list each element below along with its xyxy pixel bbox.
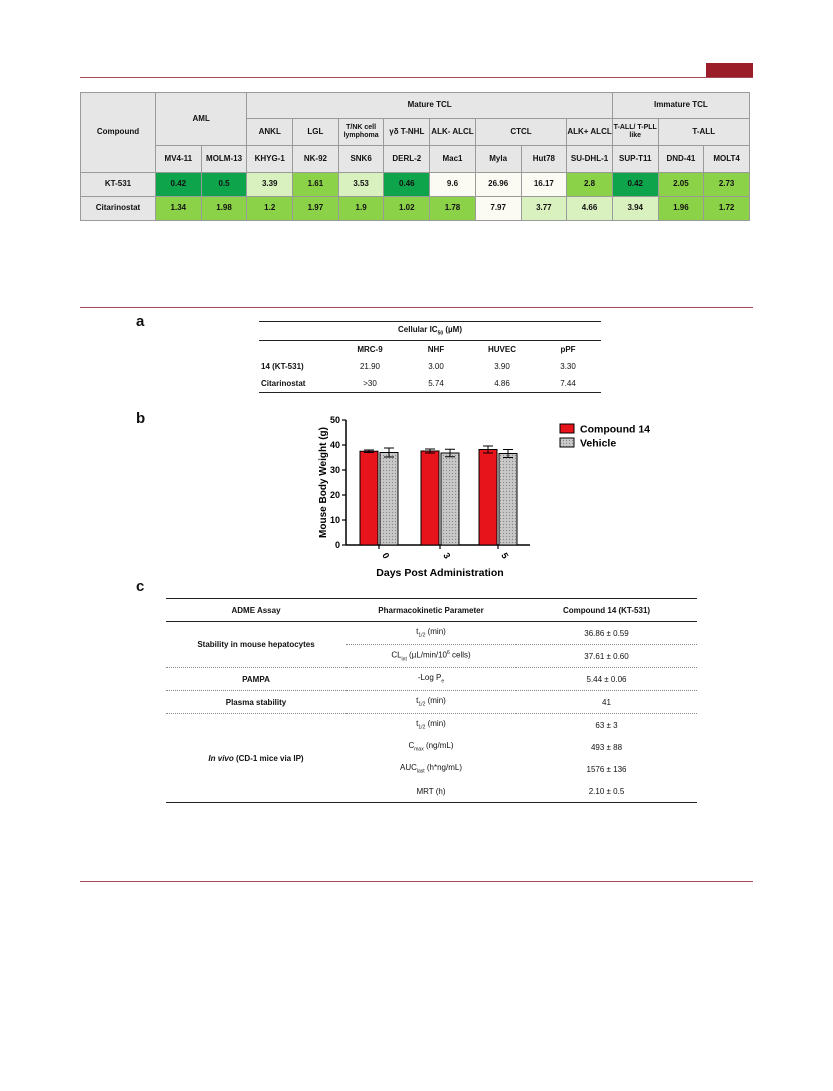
sub-tnk: T/NK cell lymphoma <box>338 119 384 146</box>
value-stab-t-half: 36.86 ± 0.59 <box>516 622 697 645</box>
legend-swatch-vehicle <box>560 438 574 447</box>
x-tick-label: 3 <box>441 551 453 561</box>
ic50-cell: 2.73 <box>704 173 750 197</box>
cell-line-header: SU-DHL-1 <box>567 146 613 173</box>
group-aml: AML <box>156 93 247 146</box>
ic50-cell: 1.61 <box>293 173 339 197</box>
ic50-cell: 1.72 <box>704 197 750 221</box>
header-adme-assay: ADME Assay <box>166 599 346 622</box>
legend-swatch-compound14 <box>560 424 574 433</box>
cell-line-header: MV4-11 <box>156 146 202 173</box>
ic50-cell: 1.97 <box>293 197 339 221</box>
ic50-cell: 0.46 <box>384 173 430 197</box>
value-plasma: 41 <box>516 691 697 714</box>
ic50-cell: 1.9 <box>338 197 384 221</box>
ic50-cell: 3.94 <box>612 197 658 221</box>
sub-tall: T-ALL <box>658 119 749 146</box>
header-compound14: Compound 14 (KT-531) <box>516 599 697 622</box>
cell-line-header: KHYG-1 <box>247 146 293 173</box>
bar-vehicle <box>380 453 398 546</box>
y-tick-label: 20 <box>329 490 340 500</box>
value-stab-clint: 37.61 ± 0.60 <box>516 645 697 668</box>
row-label-citarinostat: Citarinostat <box>259 375 337 393</box>
cell-line-header: DERL-2 <box>384 146 430 173</box>
bar-compound14 <box>360 451 378 545</box>
cell-value: >30 <box>337 375 403 393</box>
assay-pampa: PAMPA <box>166 668 346 691</box>
panel-a-letter: a <box>136 313 145 330</box>
cell-line-header: SUP-T11 <box>612 146 658 173</box>
cellular-ic50-title: Cellular $IC_{50}$ (µM) <box>259 322 601 341</box>
section-rule <box>80 307 753 308</box>
legend-label-compound14: Compound 14 <box>580 423 650 436</box>
param-log-pe: -Log $P_e$ <box>346 668 516 691</box>
param-cmax: $C_{max}$ (ng/mL) <box>408 741 454 753</box>
header-pk-parameter: Pharmacokinetic Parameter <box>346 599 516 622</box>
cell-line-header: Hut78 <box>521 146 567 173</box>
cell-line-header: DND-41 <box>658 146 704 173</box>
compound-row-label: KT-531 <box>81 173 156 197</box>
bar-vehicle <box>499 454 517 546</box>
ic50-cell: 1.96 <box>658 197 704 221</box>
cell-value: 21.90 <box>359 362 381 371</box>
ic50-cell: 16.17 <box>521 173 567 197</box>
y-tick-label: 10 <box>329 515 340 525</box>
value-iv-mrt: 2.10 ± 0.5 <box>516 780 697 803</box>
ic50-cell: 1.34 <box>156 197 202 221</box>
assay-hepatocyte-stability: Stability in mouse hepatocytes <box>166 622 346 668</box>
cell-value: 5.74 <box>403 375 469 393</box>
top-rule <box>80 77 753 78</box>
assay-plasma-stability: Plasma stability <box>166 691 346 714</box>
cell-value: 3.00 <box>428 362 444 371</box>
cell-value: 4.86 <box>469 375 535 393</box>
param-t-half: $t_{1/2}$ (min) <box>416 719 446 731</box>
y-tick-label: 50 <box>329 415 340 425</box>
param-auc: $AUC_{last}$ (h*ng/mL) <box>399 763 463 775</box>
cell-line-header: NK-92 <box>293 146 339 173</box>
cell-line-header: SNK6 <box>338 146 384 173</box>
compound-header: Compound <box>81 93 156 173</box>
panel-b-letter: b <box>136 410 146 427</box>
sub-ctcl: CTCL <box>475 119 566 146</box>
x-axis-title: Days Post Administration <box>376 567 504 579</box>
col-huvec: HUVEC <box>487 345 516 354</box>
ic50-cell: 1.2 <box>247 197 293 221</box>
ic50-cell: 2.8 <box>567 173 613 197</box>
sub-gd-tnhl: γδ T-NHL <box>384 119 430 146</box>
bar-vehicle <box>441 453 459 545</box>
ic50-cell: 1.78 <box>430 197 476 221</box>
x-tick-label: 5 <box>499 551 511 561</box>
adme-pk-table <box>166 598 697 803</box>
sub-alk-pos: ALK+ ALCL <box>567 119 613 146</box>
ic50-cell: 3.39 <box>247 173 293 197</box>
x-tick-label: 0 <box>380 551 392 561</box>
cell-line-header: Mac1 <box>430 146 476 173</box>
group-mature-tcl: Mature TCL <box>247 93 613 119</box>
cell-value: 3.90 <box>494 362 510 371</box>
body-weight-chart <box>310 412 670 582</box>
ic50-cell: 0.42 <box>612 173 658 197</box>
param-t-half: $t_{1/2}$ (min) <box>346 691 516 714</box>
cell-value: 7.44 <box>535 375 601 393</box>
ic50-cell: 1.98 <box>201 197 247 221</box>
value-iv-t-half: 63 ± 3 <box>595 720 618 730</box>
value-pampa: 5.44 ± 0.06 <box>516 668 697 691</box>
row-label-kt531: 14 (KT-531) <box>261 362 304 371</box>
compound-row-label: Citarinostat <box>81 197 156 221</box>
cell-line-header: Myla <box>475 146 521 173</box>
group-immature-tcl: Immature TCL <box>612 93 749 119</box>
sub-ankl: ANKL <box>247 119 293 146</box>
page-tab-marker <box>706 63 753 77</box>
y-axis-title: Mouse Body Weight (g) <box>318 427 329 538</box>
sub-alk-neg: ALK- ALCL <box>430 119 476 146</box>
cellular-ic50-table <box>259 321 601 393</box>
col-mrc9: MRC-9 <box>357 345 383 354</box>
col-nhf: NHF <box>427 345 445 354</box>
param-clint: $CL_{int}$ ($\mu L/\min/10^6$ cells) <box>346 645 516 668</box>
ic50-cell: 26.96 <box>475 173 521 197</box>
param-mrt: MRT (h) <box>346 780 516 803</box>
ic50-heatmap-table <box>80 92 750 221</box>
bottom-rule <box>80 881 753 882</box>
bar-compound14 <box>421 451 439 545</box>
ic50-cell: 4.66 <box>567 197 613 221</box>
ic50-cell: 2.05 <box>658 173 704 197</box>
bar-compound14 <box>479 450 497 546</box>
cell-line-header: MOLM-13 <box>201 146 247 173</box>
ic50-cell: 3.77 <box>521 197 567 221</box>
cell-line-header: MOLT4 <box>704 146 750 173</box>
legend-label-vehicle: Vehicle <box>580 437 617 450</box>
cell-value: 3.30 <box>560 362 576 371</box>
ic50-cell: 9.6 <box>430 173 476 197</box>
y-tick-label: 0 <box>334 540 340 550</box>
ic50-cell: 1.02 <box>384 197 430 221</box>
sub-lgl: LGL <box>293 119 339 146</box>
param-t-half: $t_{1/2}$ (min) <box>346 622 516 645</box>
y-tick-label: 40 <box>329 440 340 450</box>
ic50-cell: 0.42 <box>156 173 202 197</box>
ic50-cell: 0.5 <box>201 173 247 197</box>
ic50-cell: 7.97 <box>475 197 521 221</box>
ic50-cell: 3.53 <box>338 173 384 197</box>
value-iv-auc: 1576 ± 136 <box>586 764 627 774</box>
assay-in-vivo: In vivo (CD-1 mice via IP) <box>166 714 346 803</box>
y-tick-label: 30 <box>329 465 340 475</box>
sub-tall-tpll: T-ALL/ T-PLL like <box>612 119 658 146</box>
panel-c-letter: c <box>136 578 145 595</box>
value-iv-cmax: 493 ± 88 <box>590 742 623 752</box>
col-ppf: pPF <box>560 345 576 354</box>
